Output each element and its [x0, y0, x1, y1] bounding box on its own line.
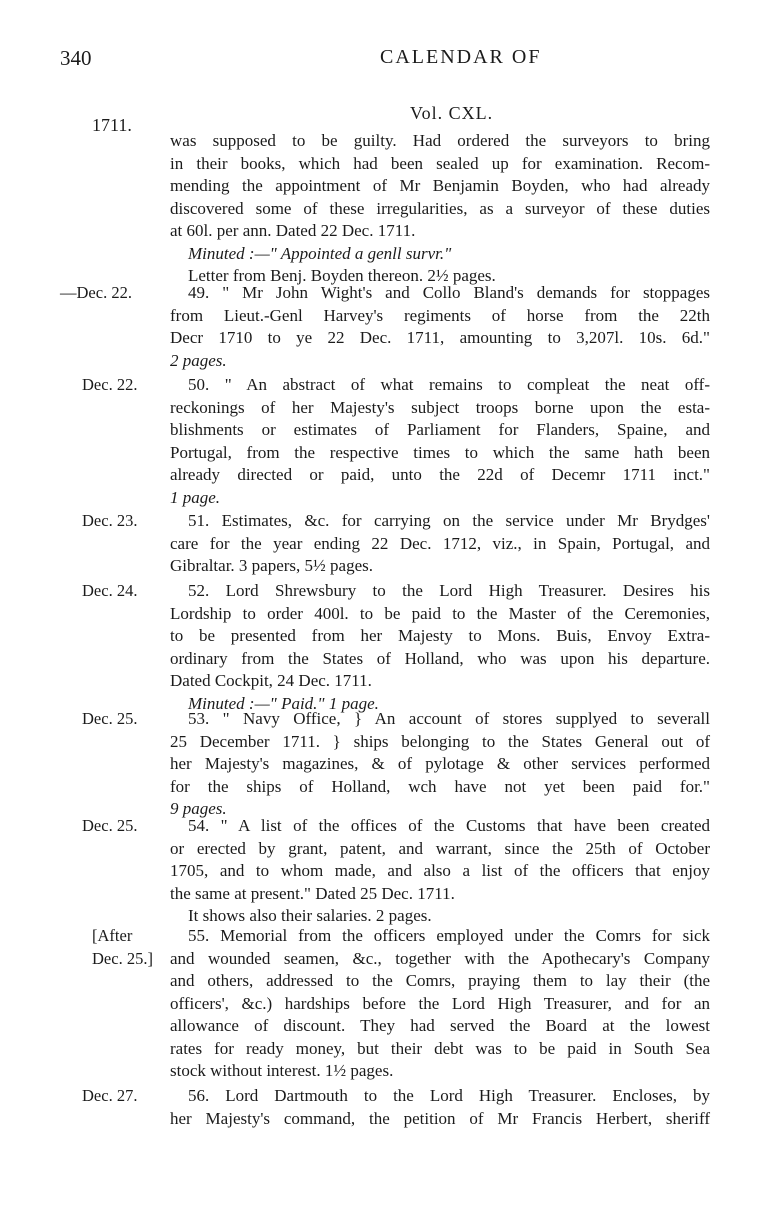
entry-date: —Dec. 22. — [60, 283, 132, 302]
volume-heading: Vol. CXL. — [410, 103, 494, 123]
entry-note: Minuted :—" Paid." 1 page. — [188, 693, 379, 713]
entry-line: or erected by grant, patent, and warrant, since the 25th of October — [170, 838, 710, 858]
entry-line: 50. " An abstract of what remains to compleat the neat off- — [188, 375, 710, 394]
year-label: 1711. — [92, 115, 132, 135]
entry-line: from Lieut.-Genl Harvey's regiments of horse from the 22th — [170, 305, 710, 325]
entry-line: for the ships of Holland, wch have not yet been paid for." — [170, 776, 710, 796]
entry-line: mending the appointment of Mr Benjamin Boyden, who had already — [170, 176, 710, 195]
entry-line: and others, addressed to the Comrs, praying them to lay their (the — [170, 971, 710, 990]
entry-date: [After Dec. 25.] — [92, 926, 153, 968]
entry-date: Dec. 25. — [82, 816, 138, 835]
entry-line: at 60l. per ann. Dated 22 Dec. 1711. — [170, 221, 416, 240]
entry-line: officers', &c.) hardships before the Lord High Treasurer, and for an — [170, 993, 710, 1013]
entry-line: to be presented from her Majesty to Mons. Buis, Envoy Extra- — [170, 626, 710, 645]
entry-line: was supposed to be guilty. Had ordered the surveyors to bring — [170, 131, 710, 150]
entry-line: Lordship to order 400l. to be paid to the Master of the Ceremonies, — [170, 603, 710, 623]
entry-date: Dec. 27. — [82, 1086, 138, 1105]
entry-line: 51. Estimates, &c. for carrying on the service under Mr Brydges' — [188, 511, 710, 530]
entry-note: It shows also their salaries. 2 pages. — [188, 906, 432, 925]
entry-body — [170, 130, 710, 288]
entry-line: discovered some of these irregularities, as a surveyor of these duties — [170, 198, 710, 218]
entry-body — [170, 282, 710, 372]
entry-date: Dec. 24. — [82, 581, 138, 600]
running-title: CALENDAR OF — [380, 46, 542, 68]
entry-note: Minuted :—" Appointed a genll survr." — [188, 243, 452, 263]
entry-line: Portugal, from the respective times to which the same hath been — [170, 442, 710, 462]
entry-line: her Majesty's magazines, & of pylotage & other services performed — [170, 754, 710, 773]
entry-line: Dated Cockpit, 24 Dec. 1711. — [170, 671, 372, 690]
entry-line: 25 December 1711. } ships belonging to the States General out of — [170, 731, 710, 751]
entry-line: blishments or estimates of Parliament for Flanders, Spaine, and — [170, 420, 710, 439]
entry-line: Decr 1710 to ye 22 Dec. 1711, amounting to 3,207l. 10s. 6d." — [170, 328, 710, 347]
entry-date: Dec. 23. — [82, 511, 138, 530]
entry-line: 56. Lord Dartmouth to the Lord High Treasurer. Encloses, by — [188, 1086, 710, 1105]
entry-line: 54. " A list of the offices of the Customs that have been created — [188, 816, 710, 835]
entry-line: already directed or paid, unto the 22d of Decemr 1711 inct." — [170, 465, 710, 484]
page-number: 340 — [60, 46, 92, 70]
entry-line: the same at present." Dated 25 Dec. 1711. — [170, 883, 455, 903]
entry-line: 53. " Navy Office, } An account of stores supplyed to severall — [188, 709, 710, 728]
entry-body — [170, 1085, 710, 1130]
entry-line: rates for ready money, but their debt was to be paid in South Sea — [170, 1038, 710, 1058]
entry-line: stock without interest. 1½ pages. — [170, 1061, 394, 1080]
entry-body — [170, 708, 710, 821]
page-header — [0, 46, 770, 76]
entry-line: care for the year ending 22 Dec. 1712, viz., in Spain, Portugal, and — [170, 533, 710, 553]
entry-body — [170, 925, 710, 1083]
entry-date: Dec. 22. — [82, 375, 138, 394]
entry-line: reckonings of her Majesty's subject troops borne upon the esta- — [170, 397, 710, 417]
entry-line: 49. " Mr John Wight's and Collo Bland's demands for stoppages — [188, 283, 710, 302]
entry-line: 9 pages. — [170, 799, 227, 818]
entry-body — [170, 374, 710, 509]
entry-line: 2 pages. — [170, 350, 227, 370]
entry-body — [170, 580, 710, 715]
entry-line: in their books, which had been sealed up for examination. Recom- — [170, 153, 710, 173]
entry-line: ordinary from the States of Holland, who was upon his departure. — [170, 648, 710, 668]
entry-date: Dec. 25. — [82, 709, 138, 728]
entry-line: 1705, and to whom made, and also a list of the officers that enjoy — [170, 861, 710, 880]
entry-line: 1 page. — [170, 487, 221, 507]
entry-line: 55. Memorial from the officers employed under the Comrs for sick — [188, 926, 710, 945]
entry-body — [170, 510, 710, 578]
entry-body — [170, 815, 710, 928]
entry-line: 52. Lord Shrewsbury to the Lord High Treasurer. Desires his — [188, 581, 710, 600]
entry-line: allowance of discount. They had served the Board at the lowest — [170, 1016, 710, 1035]
entry-note: Letter from Benj. Boyden thereon. 2½ pages. — [188, 266, 496, 285]
entry-line: Gibraltar. 3 papers, 5½ pages. — [170, 556, 373, 575]
entry-line: her Majesty's command, the petition of Mr Francis Herbert, sheriff — [170, 1108, 710, 1128]
entry-line: and wounded seamen, &c., together with the Apothecary's Company — [170, 948, 710, 968]
